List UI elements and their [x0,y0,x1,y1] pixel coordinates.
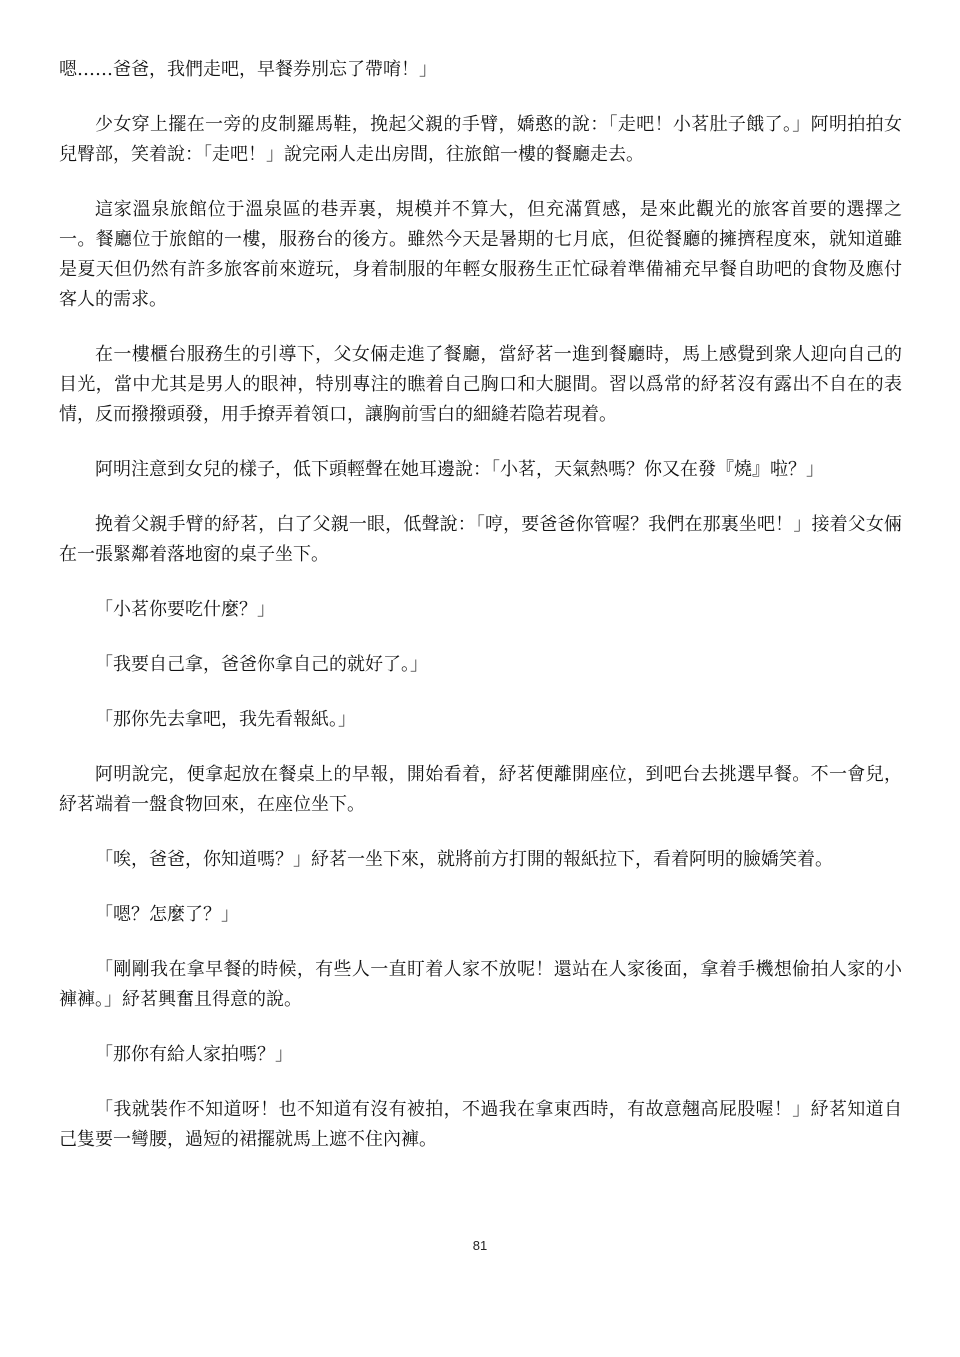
paragraph: 挽着父親手臂的紓茗，白了父親一眼，低聲說：「哼，要爸爸你管喔？我們在那裏坐吧！」接着父女倆在一張緊鄰着落地窗的桌子坐下。 [59,514,902,565]
paragraph: 在一樓櫃台服務生的引導下，父女倆走進了餐廳，當紓茗一進到餐廳時，馬上感覺到衆人迎向自己的目光，當中尤其是男人的眼神，特別專注的瞧着自己胸口和大腿間。習以爲常的紓茗沒有露出不自在的表情，反而撥撥頭發，用手撩弄着領口，讓胸前雪白的細縫若隐若現着。 [59,344,902,425]
body-text [59,55,902,1180]
paragraph: 阿明說完，便拿起放在餐桌上的早報，開始看着，紓茗便離開座位，到吧台去挑選早餐。不一會兒，紓茗端着一盤食物回來，在座位坐下。 [59,764,902,815]
paragraph: 少女穿上擺在一旁的皮制羅馬鞋，挽起父親的手臂，嬌憨的說：「走吧！小茗肚子餓了。」阿明拍拍女兒臀部，笑着說：「走吧！」說完兩人走出房間，往旅館一樓的餐廳走去。 [59,114,902,165]
paragraph: 「嗯？怎麼了？」 [95,904,239,925]
paragraph: 「剛剛我在拿早餐的時候，有些人一直盯着人家不放呢！還站在人家後面，拿着手機想偷拍人家的小褲褲。」紓茗興奮且得意的說。 [59,959,902,1010]
paragraph: 「那你先去拿吧，我先看報紙。」 [95,709,356,730]
paragraph: 這家溫泉旅館位于溫泉區的巷弄裏，規模并不算大，但充滿質感，是來此觀光的旅客首要的選擇之一。餐廳位于旅館的一樓，服務台的後方。雖然今天是暑期的七月底，但從餐廳的擁擠程度來，就知道雖是夏天但仍然有許多旅客前來遊玩，身着制服的年輕女服務生正忙碌着準備補充早餐自助吧的食物及應付客人的需求。 [59,199,902,310]
paragraph: 阿明注意到女兒的樣子，低下頭輕聲在她耳邊說：「小茗，天氣熱嗎？你又在發『燒』啦？」 [95,459,824,480]
paragraph: 「我要自己拿，爸爸你拿自己的就好了。」 [95,654,428,675]
paragraph: 「唉，爸爸，你知道嗎？」紓茗一坐下來，就將前方打開的報紙拉下，看着阿明的臉嬌笑着。 [95,849,833,870]
paragraph: 嗯……爸爸，我們走吧，早餐券別忘了帶唷！」 [59,59,437,80]
paragraph: 「那你有給人家拍嗎？」 [95,1044,293,1065]
paragraph: 「我就裝作不知道呀！也不知道有沒有被拍，不過我在拿東西時，有故意翹高屁股喔！」紓茗知道自己隻要一彎腰，過短的裙擺就馬上遮不住內褲。 [59,1099,902,1150]
page-number: 81 [472,1238,488,1253]
paragraph: 「小茗你要吃什麼？」 [95,599,275,620]
